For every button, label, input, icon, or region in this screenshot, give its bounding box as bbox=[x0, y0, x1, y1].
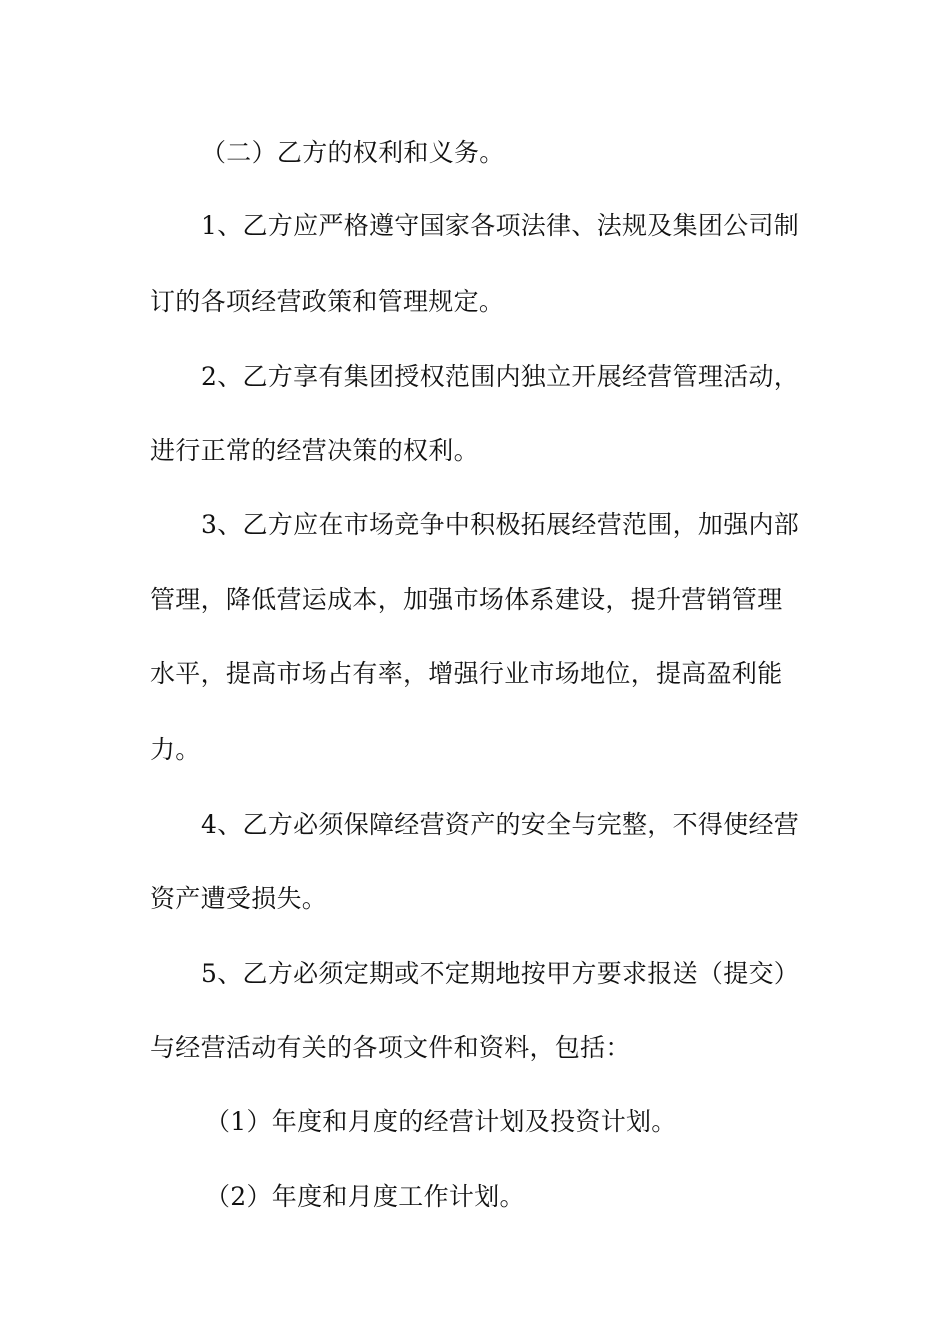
section-heading: （二）乙方的权利和义务。 bbox=[201, 138, 505, 167]
paragraph-line: 4、乙方必须保障经营资产的安全与完整，不得使经营 bbox=[201, 810, 800, 839]
paragraph-line: 订的各项经营政策和管理规定。 bbox=[150, 287, 505, 316]
paragraph-line: 力。 bbox=[150, 735, 201, 764]
paragraph-line: 5、乙方必须定期或不定期地按甲方要求报送（提交） bbox=[201, 959, 800, 988]
paragraph-line: 水平，提高市场占有率，增强行业市场地位，提高盈利能 bbox=[150, 659, 783, 688]
paragraph-line: 管理，降低营运成本，加强市场体系建设，提升营销管理 bbox=[150, 585, 783, 614]
paragraph-line: 3、乙方应在市场竞争中积极拓展经营范围，加强内部 bbox=[201, 510, 800, 539]
list-item: （1）年度和月度的经营计划及投资计划。 bbox=[205, 1107, 677, 1136]
paragraph-line: 资产遭受损失。 bbox=[150, 884, 328, 913]
list-item: （2）年度和月度工作计划。 bbox=[205, 1182, 525, 1211]
paragraph-line: 2、乙方享有集团授权范围内独立开展经营管理活动， bbox=[201, 362, 800, 391]
paragraph-line: 1、乙方应严格遵守国家各项法律、法规及集团公司制 bbox=[201, 211, 800, 240]
paragraph-line: 与经营活动有关的各项文件和资料，包括： bbox=[150, 1033, 631, 1062]
paragraph-line: 进行正常的经营决策的权利。 bbox=[150, 436, 479, 465]
